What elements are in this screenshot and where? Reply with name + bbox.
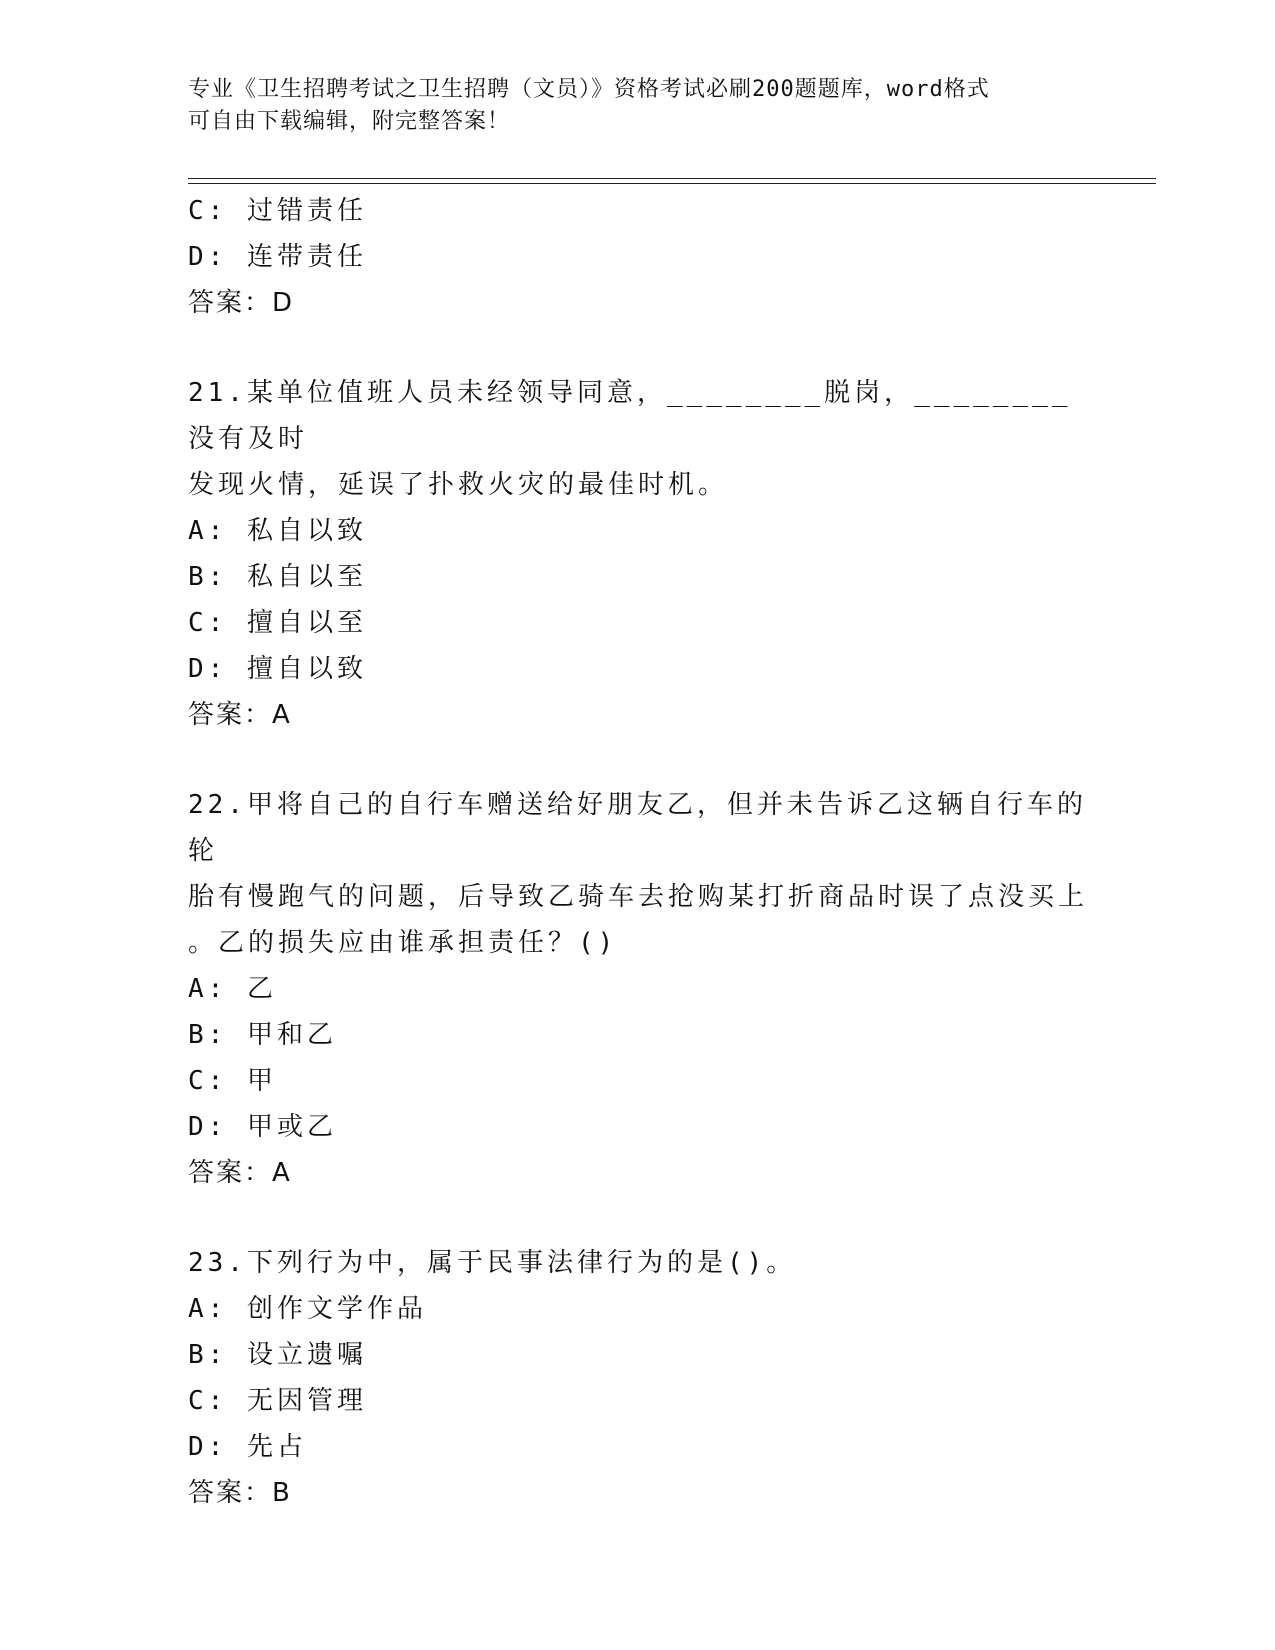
option-b — [188, 554, 1088, 600]
option-b — [188, 1012, 1088, 1058]
option-label: B: — [188, 1340, 228, 1370]
option-a — [188, 1286, 1088, 1332]
option-text: 擅自以至 — [246, 608, 367, 638]
option-text: 甲 — [246, 1066, 277, 1096]
option-label: D: — [188, 654, 228, 684]
stem-line: 胎有慢跑气的问题，后导致乙骑车去抢购某打折商品时误了点没买上 — [188, 882, 1089, 912]
option-a — [188, 966, 1088, 1012]
question-stem — [188, 1240, 1088, 1286]
option-text: 私自以至 — [246, 562, 367, 592]
option-label: D: — [188, 242, 228, 272]
option-d — [188, 234, 1088, 280]
header-rule-top — [188, 178, 1156, 179]
option-label: A: — [188, 1294, 228, 1324]
option-text: 创作文学作品 — [246, 1294, 427, 1324]
stem-line: 。乙的损失应由谁承担责任？() — [188, 928, 618, 958]
option-c — [188, 188, 1088, 234]
option-d — [188, 1104, 1088, 1150]
header-rule-bottom — [188, 183, 1156, 184]
option-text: 先占 — [246, 1432, 307, 1462]
option-c — [188, 1378, 1088, 1424]
option-text: 擅自以致 — [246, 654, 367, 684]
answer-line: 答案：D — [188, 288, 295, 318]
question-stem — [188, 782, 1088, 966]
option-label: A: — [188, 974, 228, 1004]
option-b — [188, 1332, 1088, 1378]
option-text: 乙 — [246, 974, 277, 1004]
option-label: A: — [188, 516, 228, 546]
option-label: D: — [188, 1432, 228, 1462]
option-d — [188, 646, 1088, 692]
option-text: 私自以致 — [246, 516, 367, 546]
option-label: B: — [188, 562, 228, 592]
option-label: B: — [188, 1020, 228, 1050]
option-text: 设立遗嘱 — [246, 1340, 367, 1370]
option-text: 连带责任 — [246, 242, 367, 272]
option-label: C: — [188, 196, 228, 226]
header-line-1: 专业《卫生招聘考试之卫生招聘（文员）》资格考试必刷200题题库，word格式 — [188, 77, 990, 102]
option-text: 过错责任 — [246, 196, 367, 226]
option-a — [188, 508, 1088, 554]
header-line-2: 可自由下载编辑，附完整答案！ — [188, 109, 511, 134]
option-label: C: — [188, 608, 228, 638]
question-content — [188, 188, 1088, 1516]
question-stem — [188, 370, 1088, 508]
stem-line: 23.下列行为中，属于民事法律行为的是()。 — [188, 1248, 797, 1278]
option-label: C: — [188, 1066, 228, 1096]
stem-line: 22.甲将自己的自行车赠送给好朋友乙，但并未告诉乙这辆自行车的轮 — [188, 790, 1087, 866]
option-label: D: — [188, 1112, 228, 1142]
question-21 — [188, 370, 1088, 738]
option-c — [188, 600, 1088, 646]
option-text: 无因管理 — [246, 1386, 367, 1416]
answer-line: 答案：A — [188, 1158, 292, 1188]
option-text: 甲和乙 — [246, 1020, 337, 1050]
option-c — [188, 1058, 1088, 1104]
option-d — [188, 1424, 1088, 1470]
answer-line: 答案：B — [188, 1478, 292, 1508]
stem-line: 21.某单位值班人员未经领导同意，________脱岗，________没有及时 — [188, 378, 1072, 454]
option-text: 甲或乙 — [246, 1112, 337, 1142]
option-label: C: — [188, 1386, 228, 1416]
question-23 — [188, 1240, 1088, 1516]
document-header — [188, 74, 1068, 138]
question-22 — [188, 782, 1088, 1196]
stem-line: 发现火情，延误了扑救火灾的最佳时机。 — [188, 470, 729, 500]
answer-line: 答案：A — [188, 700, 292, 730]
continued-question — [188, 188, 1088, 326]
